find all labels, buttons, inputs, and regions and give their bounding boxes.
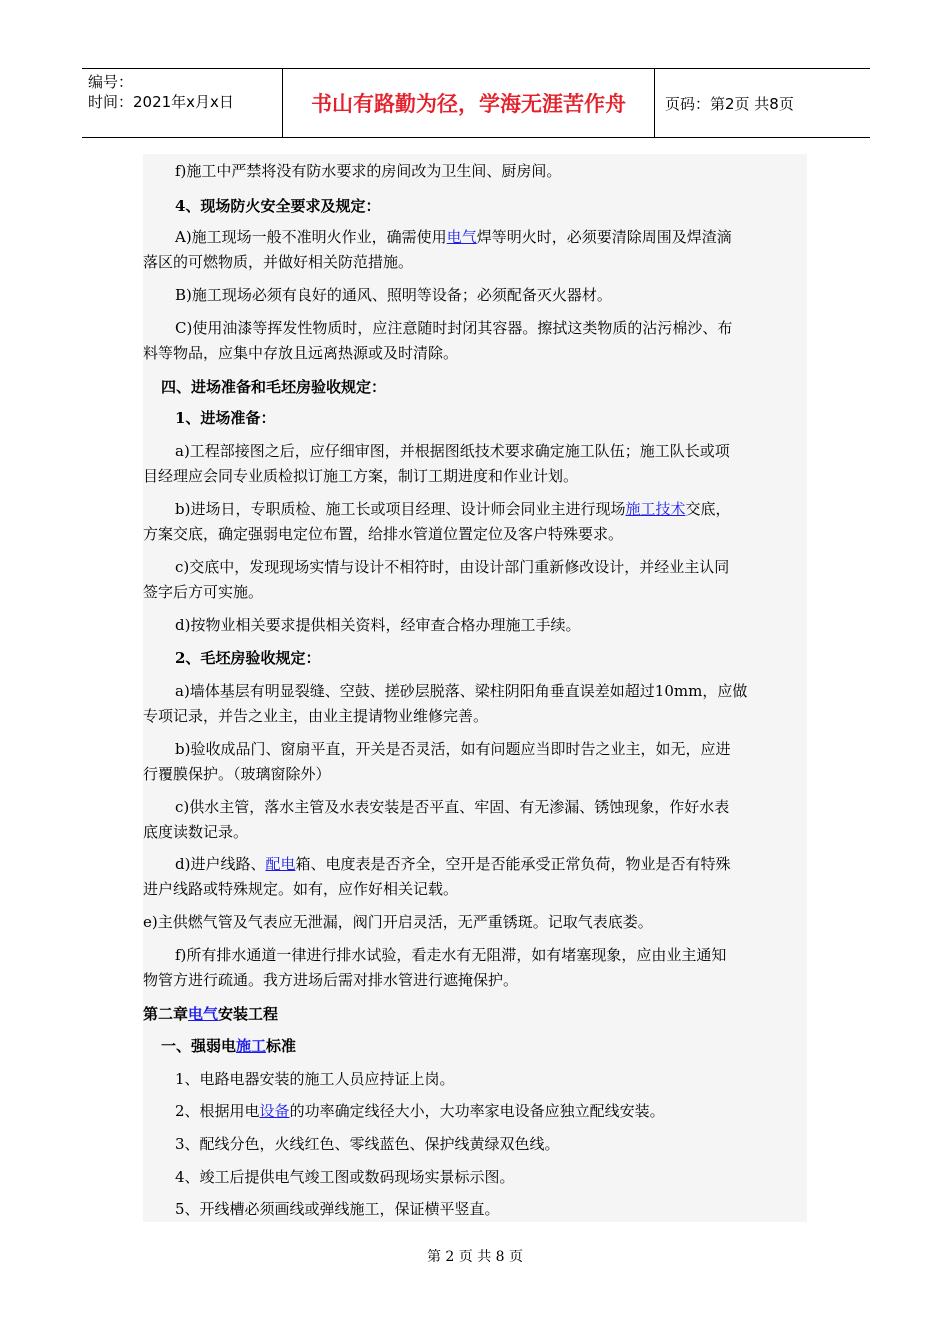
- text-line: c)供水主管，落水主管及水表安装是否平直、牢固、有无渗漏、锈蚀现象，作好水表: [175, 798, 730, 816]
- text-line: 1、电路电器安装的施工人员应持证上岗。: [175, 1070, 455, 1088]
- page-footer: 第 2 页 共 8 页: [426, 1249, 524, 1265]
- text-line: 底度读数记录。: [143, 823, 249, 841]
- text-line: 目经理应会同专业质检拟订施工方案，制订工期进度和作业计划。: [143, 467, 579, 485]
- header-info: [82, 69, 283, 137]
- text-line: C)使用油漆等挥发性物质时，应注意随时封闭其容器。擦拭这类物质的沾污棉沙、布: [175, 319, 733, 337]
- link-equipment[interactable]: 设备: [259, 1102, 290, 1120]
- text-line: 落区的可燃物质，并做好相关防范措施。: [143, 253, 414, 271]
- text-line: 方案交底，确定强弱电定位布置，给排水管道位置定位及客户特殊要求。: [143, 525, 624, 543]
- text-line: B)施工现场必须有良好的通风、照明等设备；必须配备灭火器材。: [175, 286, 612, 304]
- text-line: 行覆膜保护。（玻璃窗除外）: [143, 765, 331, 783]
- section-heading: 2、毛坯房验收规定：: [175, 649, 321, 667]
- link-construction[interactable]: 施工: [236, 1037, 267, 1055]
- link-electric[interactable]: 电气: [188, 1005, 219, 1023]
- page-label: 页码：第2页 共8页: [665, 94, 794, 113]
- text-line: d)进户线路、配电箱、电度表是否齐全，空开是否能承受正常负荷，物业是否有特殊: [175, 855, 731, 873]
- text-line: A)施工现场一般不准明火作业，确需使用电气焊等明火时，必须要清除周围及焊渣滴: [175, 228, 732, 246]
- link-power-distribution[interactable]: 配电: [265, 855, 296, 873]
- text-line: 料等物品，应集中存放且远离热源或及时清除。: [143, 344, 459, 362]
- text-line: f)施工中严禁将没有防水要求的房间改为卫生间、厨房间。: [175, 162, 562, 180]
- text-line: 3、配线分色，火线红色、零线蓝色、保护线黄绿双色线。: [175, 1135, 560, 1153]
- link-construction-tech[interactable]: 施工技术: [625, 500, 686, 518]
- text-line: e)主供燃气管及气表应无泄漏，阀门开启灵活，无严重锈斑。记取气表底娄。: [143, 913, 653, 931]
- text-line: c)交底中，发现现场实情与设计不相符时，由设计部门重新修改设计，并经业主认同: [175, 558, 730, 576]
- section-heading: 1、进场准备：: [175, 409, 276, 427]
- number-label: 编号：: [88, 73, 134, 91]
- text-line: 物管方进行疏通。我方进场后需对排水管进行遮掩保护。: [143, 971, 519, 989]
- header-table: [82, 68, 870, 138]
- text-line: b)进场日，专职质检、施工长或项目经理、设计师会同业主进行现场施工技术交底，: [175, 500, 731, 518]
- text-line: 4、竣工后提供电气竣工图或数码现场实景标示图。: [175, 1168, 515, 1186]
- time-label: 时间：2021年x月x日: [88, 93, 234, 111]
- section-heading: 四、进场准备和毛坯房验收规定：: [161, 378, 387, 396]
- text-line: 专项记录，并告之业主，由业主提请物业维修完善。: [143, 707, 489, 725]
- section-heading: 一、强弱电施工标准: [161, 1037, 297, 1055]
- text-line: 5、开线槽必须画线或弹线施工，保证横平竖直。: [175, 1200, 500, 1218]
- text-line: 2、根据用电设备的功率确定线径大小，大功率家电设备应独立配线安装。: [175, 1102, 665, 1120]
- text-line: a)墙体基层有明显裂缝、空鼓、搓砂层脱落、梁柱阴阳角垂直误差如超过10mm，应做: [175, 682, 748, 700]
- text-line: 签字后方可实施。: [143, 583, 264, 601]
- text-line: d)按物业相关要求提供相关资料，经审查合格办理施工手续。: [175, 616, 581, 634]
- chapter-heading: 第二章电气安装工程: [143, 1005, 279, 1023]
- text-line: 进户线路或特殊规定。如有，应作好相关记载。: [143, 880, 459, 898]
- text-line: a)工程部接图之后，应仔细审图，并根据图纸技术要求确定施工队伍；施工队长或项: [175, 442, 730, 460]
- text-line: b)验收成品门、窗扇平直，开关是否灵活，如有问题应当即时告之业主，如无，应进: [175, 740, 731, 758]
- motto: 书山有路勤为径，学海无涯苦作舟: [283, 69, 655, 137]
- link-electric[interactable]: 电气: [446, 228, 477, 246]
- text-line: f)所有排水通道一律进行排水试验，看走水有无阻滞，如有堵塞现象，应由业主通知: [175, 946, 727, 964]
- section-heading: 4、现场防火安全要求及规定：: [175, 197, 381, 215]
